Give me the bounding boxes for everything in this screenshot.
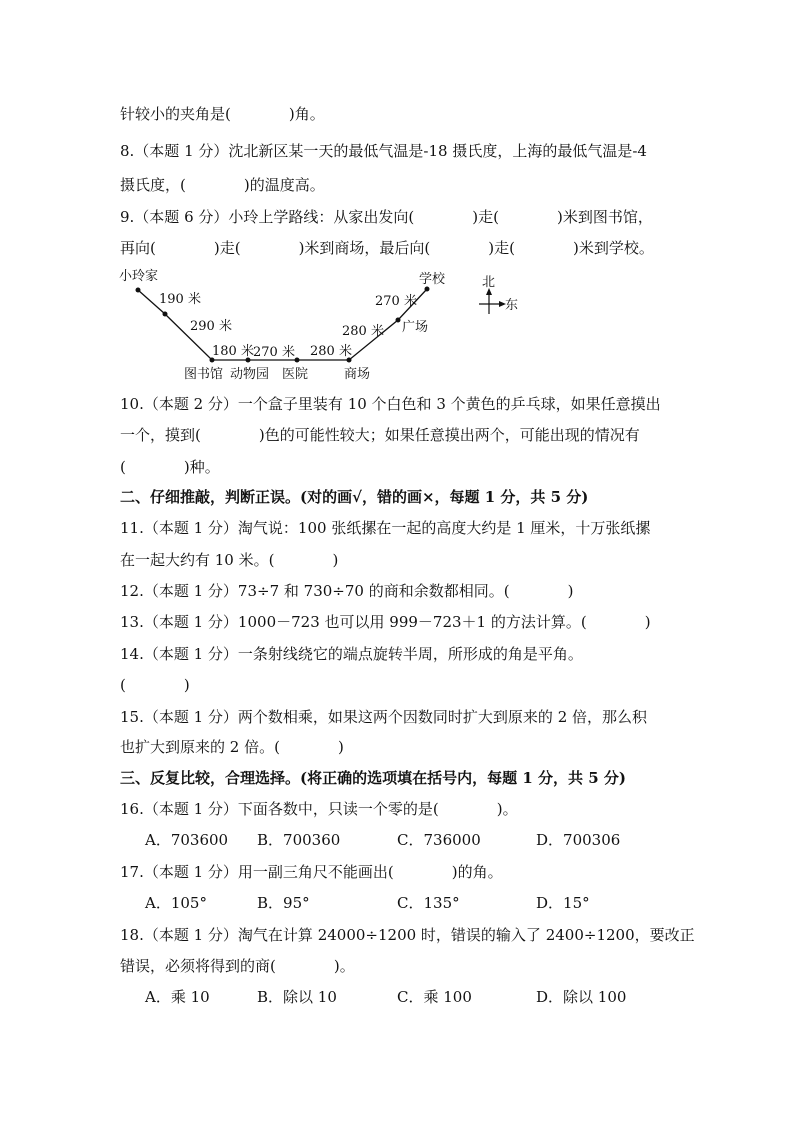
q18-option-a[interactable]: A．乘 10 bbox=[145, 988, 210, 1006]
q17-option-a[interactable]: A．105° bbox=[145, 894, 207, 912]
q10-text: )种。 bbox=[183, 458, 220, 476]
q9-text: )米到商场，最后向( bbox=[298, 239, 431, 257]
q11-text: 在一起大约有 10 米。( bbox=[120, 551, 275, 569]
label-d6: 280 米 bbox=[342, 324, 384, 339]
q14-text: ( bbox=[120, 676, 126, 694]
q12-text: 12.（本题 1 分）73÷7 和 730÷70 的商和余数都相同。( bbox=[120, 582, 510, 600]
q13-text: ) bbox=[644, 613, 651, 631]
q15-line1: 15.（本题 1 分）两个数相乘，如果这两个因数同时扩大到原来的 2 倍，那么积 bbox=[120, 708, 648, 726]
q15-line2 bbox=[120, 737, 344, 757]
q11-line1: 11.（本题 1 分）淘气说：100 张纸摞在一起的高度大约是 1 厘米，十万张纸摞 bbox=[120, 519, 651, 537]
q9-line1 bbox=[120, 207, 653, 227]
q16-text: )。 bbox=[496, 800, 518, 818]
q9-text: )米到图书馆， bbox=[556, 208, 653, 226]
q17-text: )的角。 bbox=[451, 863, 503, 881]
q14-text: ) bbox=[183, 676, 190, 694]
q10-line1: 10.（本题 2 分）一个盒子里装有 10 个白色和 3 个黄色的乒乓球，如果任意摸出 bbox=[120, 395, 661, 413]
label-zoo: 动物园 bbox=[230, 367, 270, 382]
label-d1: 190 米 bbox=[159, 292, 201, 307]
label-mall: 商场 bbox=[344, 367, 371, 382]
route-map bbox=[112, 262, 519, 387]
q16-line bbox=[120, 799, 518, 819]
node-home bbox=[136, 288, 141, 293]
compass-icon bbox=[479, 288, 506, 314]
q10-line3 bbox=[120, 457, 220, 477]
q17-option-d[interactable]: D．15° bbox=[536, 894, 590, 912]
q11-text: ) bbox=[332, 551, 339, 569]
q18-text: 错误，必须将得到的商( bbox=[120, 957, 276, 975]
q10-text: )色的可能性较大；如果任意摸出两个，可能出现的情况有 bbox=[258, 426, 640, 444]
q8-text-pre: 摄氏度，( bbox=[120, 176, 186, 194]
label-d4: 270 米 bbox=[253, 345, 295, 360]
label-d3: 180 米 bbox=[212, 344, 254, 359]
q15-text: ) bbox=[337, 738, 344, 756]
q10-text: 一个，摸到( bbox=[120, 426, 201, 444]
q16-option-b[interactable]: B．700360 bbox=[257, 831, 341, 849]
label-home: 小玲家 bbox=[119, 269, 159, 284]
q9-text: 再向( bbox=[120, 239, 156, 257]
q9-text: 9.（本题 6 分）小玲上学路线：从家出发向( bbox=[120, 208, 415, 226]
q8-line1: 8.（本题 1 分）沈北新区某一天的最低气温是-18 摄氏度，上海的最低气温是-4 bbox=[120, 142, 647, 160]
q17-option-b[interactable]: B．95° bbox=[257, 894, 310, 912]
q18-line1: 18.（本题 1 分）淘气在计算 24000÷1200 时，错误的输入了 2400÷1200，要改正 bbox=[120, 926, 695, 944]
q10-line2 bbox=[120, 425, 640, 445]
q14-line2 bbox=[120, 675, 190, 695]
label-library: 图书馆 bbox=[184, 367, 224, 382]
q12-text: ) bbox=[567, 582, 574, 600]
q11-line2 bbox=[120, 550, 338, 570]
q17-line bbox=[120, 862, 503, 882]
q18-option-d[interactable]: D．除以 100 bbox=[536, 988, 627, 1006]
q9-text: )走( bbox=[213, 239, 241, 257]
q9-text: )走( bbox=[488, 239, 516, 257]
node-turn bbox=[163, 312, 168, 317]
label-hospital: 医院 bbox=[282, 367, 309, 382]
q15-text: 也扩大到原来的 2 倍。( bbox=[120, 738, 280, 756]
node-square bbox=[396, 318, 401, 323]
q9-text: )走( bbox=[472, 208, 499, 226]
label-d7: 270 米 bbox=[375, 294, 417, 309]
q17-text: 17.（本题 1 分）用一副三角尺不能画出( bbox=[120, 863, 394, 881]
q14-line1: 14.（本题 1 分）一条射线绕它的端点旋转半周，所形成的角是平角。 bbox=[120, 645, 583, 663]
q16-option-d[interactable]: D．700306 bbox=[536, 831, 621, 849]
q18-line2 bbox=[120, 956, 355, 976]
q16-text: 16.（本题 1 分）下面各数中，只读一个零的是( bbox=[120, 800, 439, 818]
q13-text: 13.（本题 1 分）1000－723 也可以用 999－723＋1 的方法计算。( bbox=[120, 613, 587, 631]
label-d2: 290 米 bbox=[190, 319, 232, 334]
label-school: 学校 bbox=[419, 272, 446, 287]
q9-line2 bbox=[120, 238, 654, 258]
q17-option-c[interactable]: C．135° bbox=[397, 894, 460, 912]
label-d5: 280 米 bbox=[310, 344, 352, 359]
q9-text: )米到学校。 bbox=[573, 239, 654, 257]
q7-text-pre: 针较小的夹角是( bbox=[120, 105, 231, 123]
q13-line bbox=[120, 612, 651, 632]
q8-line2 bbox=[120, 175, 325, 195]
node-school bbox=[425, 287, 430, 292]
compass-north-label: 北 bbox=[482, 275, 496, 290]
section-2-heading: 二、仔细推敲，判断正误。(对的画√，错的画×，每题 1 分，共 5 分) bbox=[120, 488, 589, 506]
q8-text-post: )的温度高。 bbox=[243, 176, 325, 194]
node-hospital bbox=[295, 358, 300, 363]
compass-east-label: 东 bbox=[505, 298, 519, 313]
q16-option-a[interactable]: A．703600 bbox=[145, 831, 229, 849]
q7-text-post: )角。 bbox=[288, 105, 325, 123]
q18-text: )。 bbox=[333, 957, 355, 975]
q12-line bbox=[120, 581, 573, 601]
label-square: 广场 bbox=[402, 320, 429, 335]
q18-option-c[interactable]: C．乘 100 bbox=[397, 988, 472, 1006]
q7-tail bbox=[120, 104, 325, 124]
q18-option-b[interactable]: B．除以 10 bbox=[257, 988, 337, 1006]
q10-text: ( bbox=[120, 458, 126, 476]
section-3-heading: 三、反复比较，合理选择。(将正确的选项填在括号内，每题 1 分，共 5 分) bbox=[120, 769, 626, 787]
q16-option-c[interactable]: C．736000 bbox=[397, 831, 481, 849]
